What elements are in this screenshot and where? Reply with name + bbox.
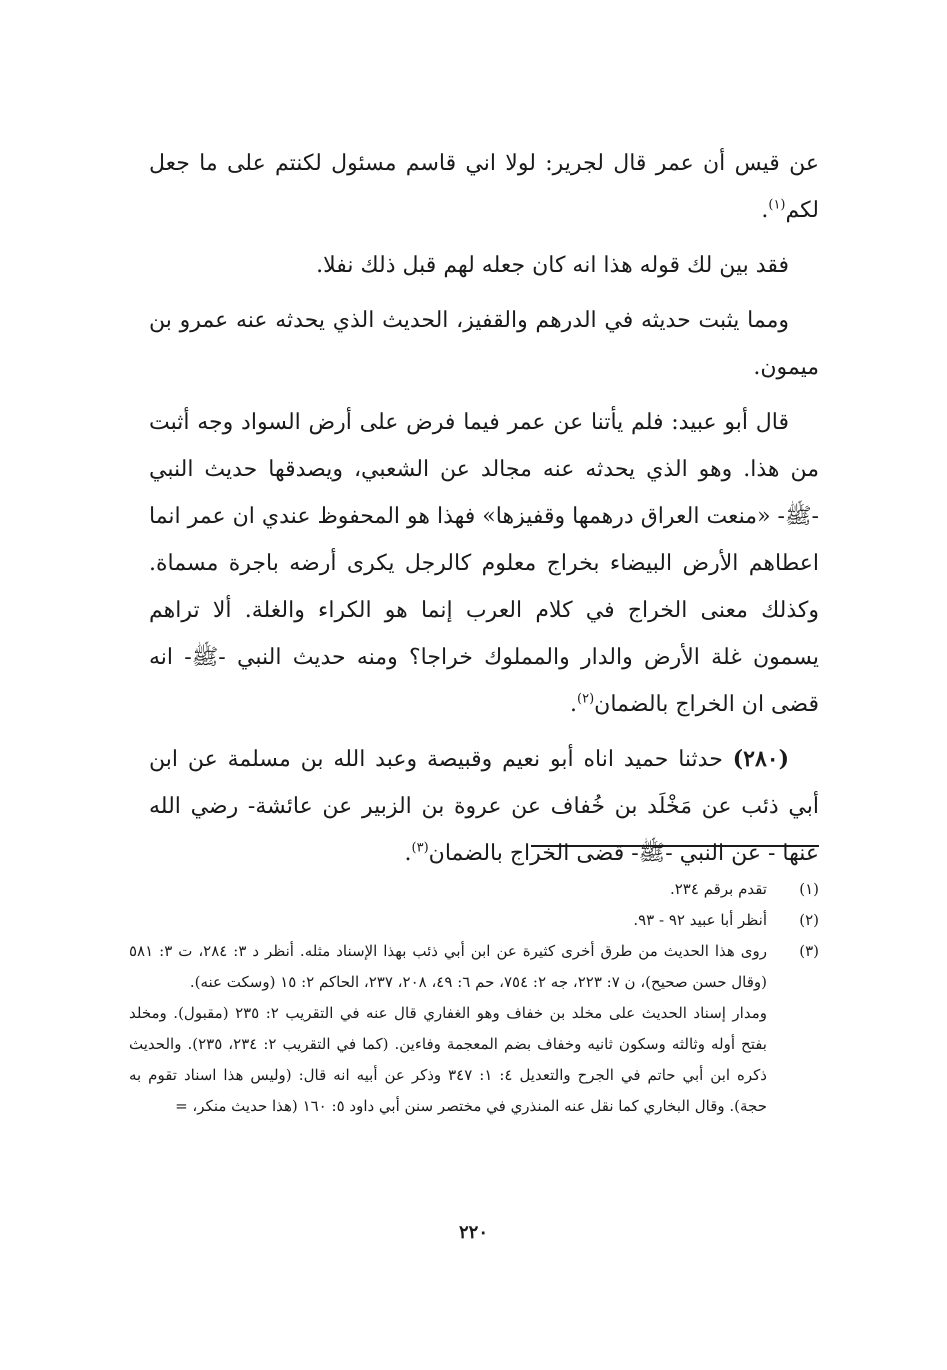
footnote-ref-3[interactable]: (٣) xyxy=(411,840,429,856)
paragraph-4 xyxy=(149,399,819,728)
footnote-3-text-continued: ومدار إسناد الحديث على مخلد بن خفاف وهو الغفاري قال عنه في التقريب ٢: ٢٣٥ (مقبول). ومخلد بفتح أوله وثالثه وسكون ثانيه وخفاف بضم المعجمة وفاءين. (كما في التقريب ٢: ٢٣٤، ٢٣٥). والحديث ذكره ابن أبي حاتم في الجرح والتعديل ٤: ١: ٣٤٧ وذكر عن أبيه انه قال: (وليس هذا اسناد تقوم به حجة). وقال البخاري كما نقل عنه المنذري في مختصر سنن أبي داود ٥: ١٦٠ (هذا حديث منكر، = xyxy=(129,1004,767,1115)
paragraph-1-text: عن قيس أن عمر قال لجرير: لولا اني قاسم مسئول لكنتم على ما جعل لكم xyxy=(149,151,819,223)
footnote-1-text: تقدم برقم ٢٣٤. xyxy=(669,880,767,898)
paragraph-5-text: حدثنا حميد اناه أبو نعيم وقبيصة وعبد الله بن مسلمة عن ابن أبي ذئب عن مَخْلَد بن خُفاف عن عروة بن الزبير عن عائشة- رضي الله عنها - عن النبي -ﷺ- قضى الخراج بالضمان xyxy=(149,747,819,866)
footnote-separator xyxy=(531,845,819,847)
main-text xyxy=(149,140,819,885)
paragraph-5 xyxy=(149,736,819,877)
hadith-number: (٢٨٠) xyxy=(732,746,789,772)
footnote-ref-1[interactable]: (١) xyxy=(768,197,786,213)
footnote-3-text: روى هذا الحديث من طرق أخرى كثيرة عن ابن أبي ذئب بهذا الإسناد مثله. أنظر د ٣: ٢٨٤، ت ٣: ٥٨١ (وقال حسن صحيح)، ن ٧: ٢٢٣، جه ٢: ٧٥٤، حم ٦: ٤٩، ٢٠٨، ٢٣٧، الحاكم ٢: ١٥ (وسكت عنه). xyxy=(129,942,768,991)
footnote-1 xyxy=(129,874,819,905)
footnote-ref-2[interactable]: (٢) xyxy=(577,691,595,707)
footnote-3 xyxy=(129,936,819,1122)
page-number: ٢٢٠ xyxy=(458,1222,488,1243)
paragraph-4-text: قال أبو عبيد: فلم يأتنا عن عمر فيما فرض على أرض السواد وجه أثبت من هذا. وهو الذي يحدثه عنه مجالد عن الشعبي، ويصدقها حديث النبي -ﷺ- «منعت العراق درهمها وقفيزها» فهذا هو المحفوظ عندي ان عمر انما اعطاهم الأرض البيضاء بخراج معلوم كالرجل يكرى أرضه باجرة مسماة. وكذلك معنى الخراج في كلام العرب إنما هو الكراء والغلة. ألا تراهم يسمون غلة الأرض والدار والمملوك خراجا؟ ومنه حديث النبي -ﷺ- انه قضى ان الخراج بالضمان xyxy=(149,410,819,717)
footnote-3-marker: (٣) xyxy=(799,942,819,960)
paragraph-1 xyxy=(149,140,819,234)
footnote-2 xyxy=(129,905,819,936)
footnote-3-body xyxy=(129,936,767,1122)
paragraph-3: ومما يثبت حديثه في الدرهم والقفيز، الحديث الذي يحدثه عنه عمرو بن ميمون. xyxy=(149,308,819,380)
footnote-1-marker: (١) xyxy=(799,880,819,898)
footnote-2-text: أنظر أبا عبيد ٩٢ - ٩٣. xyxy=(633,911,767,929)
paragraph-2: فقد بين لك قوله هذا انه كان جعله لهم قبل ذلك نفلا. xyxy=(316,253,789,278)
footnotes xyxy=(129,874,819,1122)
footnote-2-marker: (٢) xyxy=(799,911,819,929)
paragraph-5-tail: . xyxy=(404,841,412,866)
paragraph-1-tail: . xyxy=(761,198,769,223)
paragraph-4-tail: . xyxy=(570,692,578,717)
